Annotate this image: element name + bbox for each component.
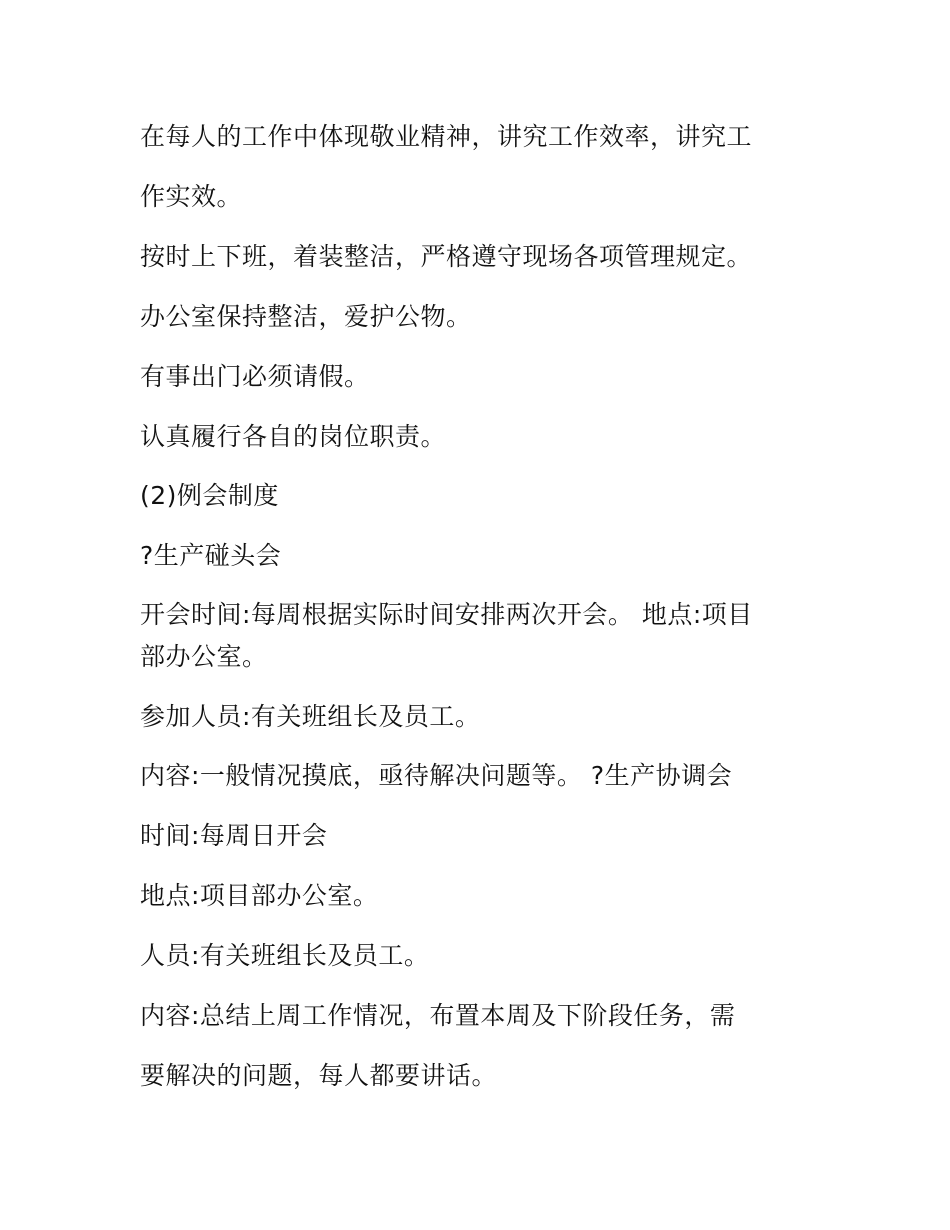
text-line: 人员:有关班组长及员工。 [140,941,430,970]
text-line: 内容:总结上周工作情况，布置本周及下阶段任务，需 [140,1001,736,1030]
text-line: 作实效。 [140,182,243,211]
text-line: 按时上下班，着装整洁，严格遵守现场各项管理规定。 [140,242,753,271]
text-line: 认真履行各自的岗位职责。 [140,422,447,451]
sub-heading: ?生产碰头会 [140,541,282,570]
text-line: 有事出门必须请假。 [140,362,370,391]
text-line: 内容:一般情况摸底，亟待解决问题等。 ?生产协调会 [140,761,733,790]
text-line: 参加人员:有关班组长及员工。 [140,702,481,731]
text-line: 地点:项目部办公室。 [140,881,379,910]
text-line: 要解决的问题，每人都要讲话。 [140,1061,498,1090]
text-line: 在每人的工作中体现敬业精神，讲究工作效率，讲究工 [140,122,753,151]
text-line: 部办公室。 [140,642,268,671]
text-line: 时间:每周日开会 [140,821,328,850]
section-heading: (2)例会制度 [140,481,279,510]
text-line: 开会时间:每周根据实际时间安排两次开会。 地点:项目 [140,600,753,629]
text-line: 办公室保持整洁，爱护公物。 [140,302,472,331]
